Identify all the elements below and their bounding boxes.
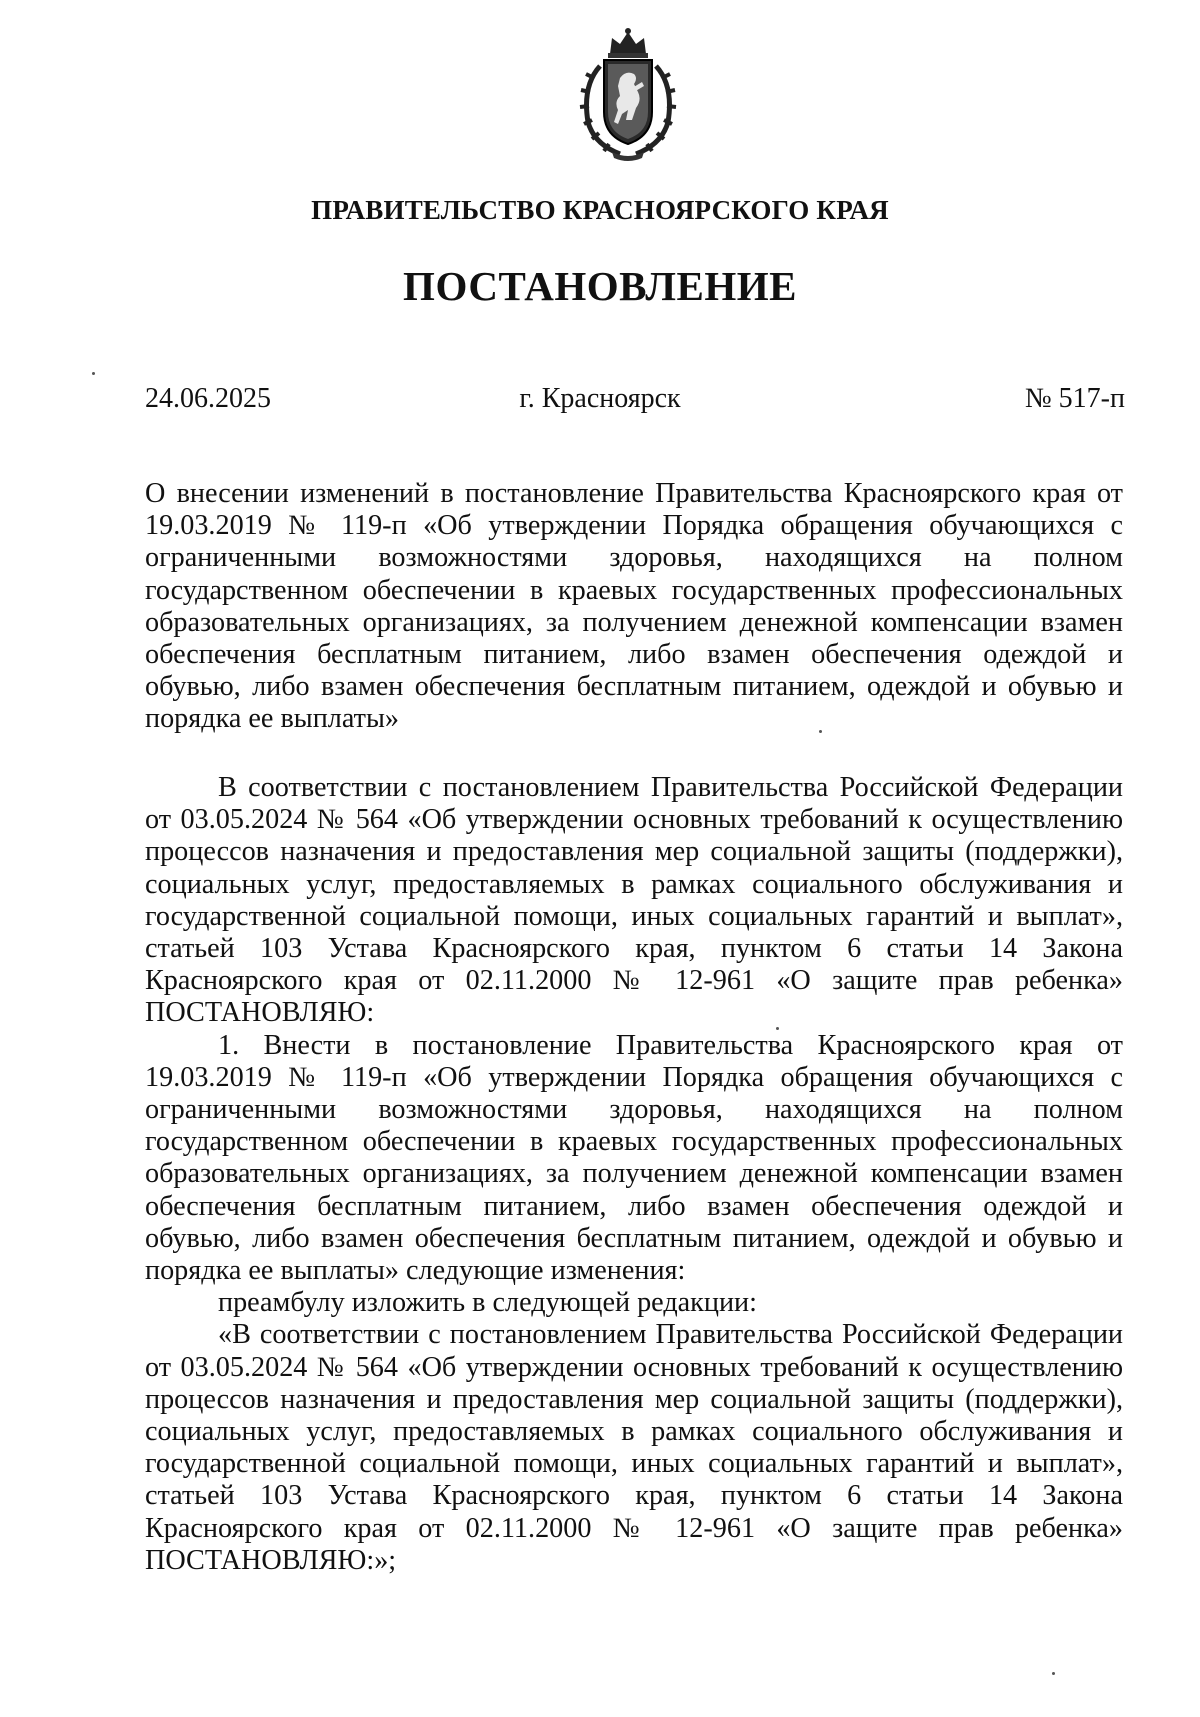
document-city: г. Красноярск	[519, 383, 681, 414]
document-number: № 517-п	[1024, 383, 1125, 414]
krasnoyarsk-krai-coat-of-arms-icon	[572, 26, 684, 162]
document-subject: О внесении изменений в постановление Правительства Красноярского края от 19.03.2019 № 119-п «Об утверждении Порядка обращения обучающихся с ограниченными возможностями здоровья, находящихся на полном государственном обеспечении в краевых государственных профессиональных образовательных организациях, за получением денежной компенсации взамен обеспечения бесплатным питанием, либо взамен обеспечения одеждой и обувью, либо взамен обеспечения бесплатным питанием, одеждой и обувью и порядка ее выплаты»	[145, 478, 1123, 735]
scan-speck	[1052, 1672, 1055, 1675]
document-date: 24.06.2025	[145, 383, 271, 414]
instruction-paragraph: преамбулу изложить в следующей редакции:	[218, 1287, 757, 1319]
document-body	[145, 772, 1123, 1577]
scan-speck	[92, 372, 95, 375]
scan-speck	[776, 1027, 779, 1030]
new-preamble-paragraph: «В соответствии с постановлением Правительства Российской Федерации от 03.05.2024 № 564 «Об утверждении основных требований к осуществлению процессов назначения и предоставления мер социальной защиты (поддержки), социальных услуг, предоставляемых в рамках социального обслуживания и государственной социальной помощи, иных социальных гарантий и выплат», статьей 103 Устава Красноярского края, пунктом 6 статьи 14 Закона Красноярского края от 02.11.2000 № 12-961 «О защите прав ребенка» ПОСТАНОВЛЯЮ:»;	[145, 1319, 1123, 1576]
preamble-paragraph: В соответствии с постановлением Правительства Российской Федерации от 03.05.2024 № 564 «Об утверждении основных требований к осуществлению процессов назначения и предоставления мер социальной защиты (поддержки), социальных услуг, предоставляемых в рамках социального обслуживания и государственной социальной помощи, иных социальных гарантий и выплат», статьей 103 Устава Красноярского края, пунктом 6 статьи 14 Закона Красноярского края от 02.11.2000 № 12-961 «О защите прав ребенка» ПОСТАНОВЛЯЮ:	[145, 772, 1123, 1029]
organization-title: ПРАВИТЕЛЬСТВО КРАСНОЯРСКОГО КРАЯ	[311, 195, 889, 225]
item-1-paragraph: 1. Внести в постановление Правительства Красноярского края от 19.03.2019 № 119-п «Об утверждении Порядка обращения обучающихся с ограниченными возможностями здоровья, находящихся на полном государственном обеспечении в краевых государственных профессиональных образовательных организациях, за получением денежной компенсации взамен обеспечения бесплатным питанием, либо взамен обеспечения одеждой и обувью, либо взамен обеспечения бесплатным питанием, одеждой и обувью и порядка ее выплаты» следующие изменения:	[145, 1029, 1123, 1287]
document-type-heading: ПОСТАНОВЛЕНИЕ	[403, 263, 797, 309]
scan-speck	[819, 730, 822, 733]
